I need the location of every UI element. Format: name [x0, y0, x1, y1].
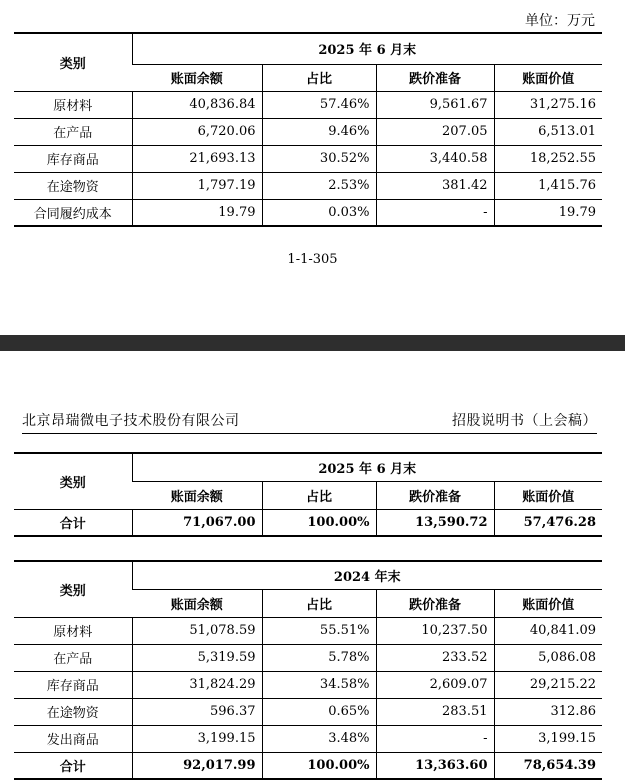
row-book-value: 5,086.08 — [494, 644, 602, 671]
row-category: 合同履约成本 — [14, 199, 132, 226]
row-ratio: 2.53% — [262, 172, 376, 199]
row-book-value: 1,415.76 — [494, 172, 602, 199]
row-category: 库存商品 — [14, 671, 132, 698]
header-period: 2025 年 6 月末 — [132, 33, 602, 64]
row-category: 在途物资 — [14, 172, 132, 199]
table-row — [14, 172, 602, 199]
row-ratio: 3.48% — [262, 725, 376, 752]
row-book-balance: 5,319.59 — [132, 644, 262, 671]
header-book-value: 账面价值 — [494, 481, 602, 509]
header-category: 类别 — [14, 33, 132, 91]
row-ratio: 30.52% — [262, 145, 376, 172]
table-row — [14, 118, 602, 145]
inventory-table-2025-part1 — [14, 32, 602, 227]
total-book-value: 78,654.39 — [494, 752, 602, 779]
total-book-balance: 92,017.99 — [132, 752, 262, 779]
row-impairment: 381.42 — [376, 172, 494, 199]
row-category: 原材料 — [14, 91, 132, 118]
row-ratio: 57.46% — [262, 91, 376, 118]
row-category: 发出商品 — [14, 725, 132, 752]
row-book-balance: 1,797.19 — [132, 172, 262, 199]
row-book-value: 40,841.09 — [494, 617, 602, 644]
row-ratio: 5.78% — [262, 644, 376, 671]
row-category: 原材料 — [14, 617, 132, 644]
row-book-balance: 51,078.59 — [132, 617, 262, 644]
header-category: 类别 — [14, 561, 132, 617]
row-book-balance: 40,836.84 — [132, 91, 262, 118]
header-book-balance: 账面余额 — [132, 481, 262, 509]
header-period: 2025 年 6 月末 — [132, 453, 602, 481]
row-category: 库存商品 — [14, 145, 132, 172]
total-ratio: 100.00% — [262, 752, 376, 779]
row-ratio: 0.65% — [262, 698, 376, 725]
header-category: 类别 — [14, 453, 132, 509]
table-row — [14, 725, 602, 752]
total-row — [14, 752, 602, 779]
row-book-value: 29,215.22 — [494, 671, 602, 698]
header-book-value: 账面价值 — [494, 64, 602, 91]
page-number: 1-1-305 — [287, 252, 338, 267]
table-row — [14, 671, 602, 698]
row-category: 在途物资 — [14, 698, 132, 725]
header-book-balance: 账面余额 — [132, 589, 262, 617]
total-book-value: 57,476.28 — [494, 509, 602, 536]
row-book-balance: 21,693.13 — [132, 145, 262, 172]
row-book-value: 3,199.15 — [494, 725, 602, 752]
header-ratio: 占比 — [262, 589, 376, 617]
header-book-balance: 账面余额 — [132, 64, 262, 91]
table-row — [14, 91, 602, 118]
header-book-value: 账面价值 — [494, 589, 602, 617]
row-ratio: 9.46% — [262, 118, 376, 145]
row-book-balance: 19.79 — [132, 199, 262, 226]
row-impairment: 10,237.50 — [376, 617, 494, 644]
row-impairment: 233.52 — [376, 644, 494, 671]
row-book-value: 31,275.16 — [494, 91, 602, 118]
running-header — [22, 410, 597, 434]
total-category: 合计 — [14, 509, 132, 536]
row-ratio: 55.51% — [262, 617, 376, 644]
header-impairment: 跌价准备 — [376, 481, 494, 509]
header-period: 2024 年末 — [132, 561, 602, 589]
inventory-table-2024 — [14, 560, 602, 780]
row-impairment: - — [376, 199, 494, 226]
row-impairment: 9,561.67 — [376, 91, 494, 118]
total-book-balance: 71,067.00 — [132, 509, 262, 536]
table-row — [14, 617, 602, 644]
row-book-balance: 6,720.06 — [132, 118, 262, 145]
row-book-value: 312.86 — [494, 698, 602, 725]
row-category: 在产品 — [14, 644, 132, 671]
row-book-balance: 3,199.15 — [132, 725, 262, 752]
row-ratio: 0.03% — [262, 199, 376, 226]
page-divider — [0, 335, 625, 351]
table-row — [14, 199, 602, 226]
document-name: 招股说明书（上会稿） — [452, 413, 597, 429]
row-impairment: 283.51 — [376, 698, 494, 725]
unit-label: 单位：万元 — [525, 13, 595, 29]
row-impairment: - — [376, 725, 494, 752]
table-row — [14, 644, 602, 671]
header-ratio: 占比 — [262, 481, 376, 509]
total-category: 合计 — [14, 752, 132, 779]
row-impairment: 3,440.58 — [376, 145, 494, 172]
header-impairment: 跌价准备 — [376, 589, 494, 617]
total-impairment: 13,590.72 — [376, 509, 494, 536]
row-category: 在产品 — [14, 118, 132, 145]
total-ratio: 100.00% — [262, 509, 376, 536]
row-book-value: 19.79 — [494, 199, 602, 226]
row-book-value: 6,513.01 — [494, 118, 602, 145]
total-impairment: 13,363.60 — [376, 752, 494, 779]
row-book-balance: 596.37 — [132, 698, 262, 725]
row-book-balance: 31,824.29 — [132, 671, 262, 698]
inventory-table-2025-part2 — [14, 452, 602, 537]
table-row — [14, 145, 602, 172]
table-row — [14, 698, 602, 725]
company-name: 北京昂瑞微电子技术股份有限公司 — [22, 413, 240, 429]
row-book-value: 18,252.55 — [494, 145, 602, 172]
total-row — [14, 509, 602, 536]
row-ratio: 34.58% — [262, 671, 376, 698]
header-ratio: 占比 — [262, 64, 376, 91]
row-impairment: 207.05 — [376, 118, 494, 145]
header-impairment: 跌价准备 — [376, 64, 494, 91]
row-impairment: 2,609.07 — [376, 671, 494, 698]
